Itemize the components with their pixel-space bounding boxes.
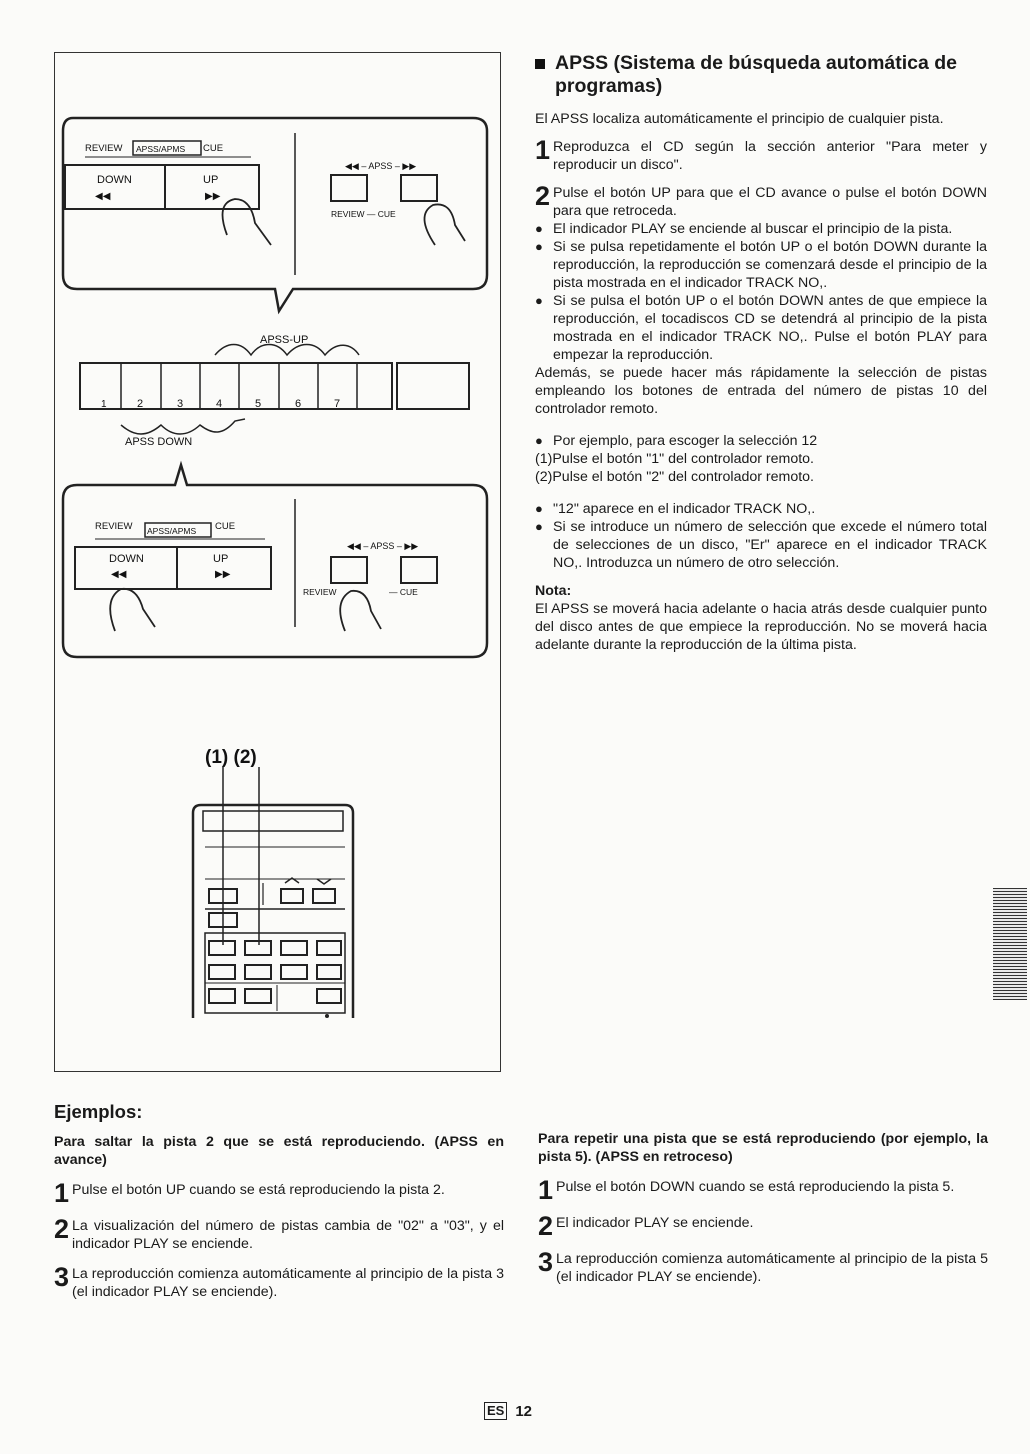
section-title [535,52,987,98]
top-down-label: DOWN [97,174,132,186]
bottom-left-finger [110,589,155,631]
bottom-cue-label-short: — CUE [389,587,418,597]
svg-text:▶▶: ▶▶ [215,569,231,580]
nota-heading: Nota: [535,583,572,599]
bottom-review-label-short: REVIEW [303,587,337,597]
language-badge: ES [484,1402,507,1420]
intro-text: El APSS localiza automáticamente el principio de cualquier pista. [535,111,944,127]
bullet-dot-icon: ● [535,501,543,516]
bottom-down-label: DOWN [109,553,144,565]
svg-text:◀◀: ◀◀ [95,191,111,202]
bottom-up-label: UP [213,553,229,565]
top-right-finger [424,204,465,245]
ejemplo-step-2: 2 La visualización del número de pistas cambia de "02" a "03", y el indicador PLAY se enciende. [54,1214,504,1252]
bullet-item: ● El indicador PLAY se enciende al buscar el principio de la pista. [535,221,953,237]
step-number: 1 [535,135,551,165]
page-number: 12 [515,1402,533,1420]
paso-2-text: (2)Pulse el botón "2" del controlador remoto. [535,469,814,485]
ejemplo-retroceso [538,1130,988,1286]
paso-1-text: (1)Pulse el botón "1" del controlador remoto. [535,451,814,467]
step-text: Pulse el botón UP para que el CD avance o pulse el botón DOWN para que retroceda. [553,185,987,219]
track-6: 6 [295,398,302,410]
section-title-text: APSS (Sistema de búsqueda automática de programas) [555,52,958,97]
bullet-dot-icon: ● [535,221,543,236]
apss-step-2 [535,181,987,220]
ademas-text: Además, se puede hacer más rápidamente la selección de pistas empleando los botones de entrada del número de pistas 10 del controlador remoto. [535,365,987,417]
step-text: Reproduzca el CD según la sección anterior "Para meter y reproducir un disco". [553,139,987,173]
top-review-label: REVIEW [85,143,123,154]
bottom-right-finger [340,591,381,631]
step-number: 2 [538,1211,554,1241]
ejemplo-avance [54,1133,504,1301]
step-number: 1 [538,1175,554,1205]
bottom-apss-apms-label: APSS/APMS [147,526,197,536]
step-number: 2 [54,1214,70,1244]
bullet-dot-icon: ● [535,293,543,308]
apss-illustration [55,53,502,1073]
top-up-label: UP [203,174,219,186]
bottom-cue-button [401,557,437,583]
bottom-callout-panel [63,465,487,657]
svg-text:▶▶: ▶▶ [205,191,221,202]
apss-step-1 [535,135,987,174]
track-4: 4 [216,398,223,410]
track-5: 5 [255,398,262,410]
bullet-dot-icon: ● [535,433,543,448]
track-7: 7 [334,398,341,410]
bullet-dot-icon: ● [535,519,543,534]
nota-text: El APSS se moverá hacia adelante o hacia atrás desde cualquier punto del disco antes de que empiece la reproducción. No se moverá hacia adelante durante la reproducción de la última pista. [535,601,987,653]
top-apss-apms-label: APSS/APMS [136,144,186,154]
apss-down-label: APSS DOWN [125,436,193,448]
top-review-button [331,175,367,201]
bullet-square-icon [535,59,545,69]
ejemplo-retroceso-heading: Para repetir una pista que se está reproduciendo (por ejemplo, la pista 5). (APSS en retroceso) [538,1131,988,1165]
bullet-item: ● "12" aparece en el indicador TRACK NO,. [535,501,816,517]
step-number: 1 [54,1178,70,1208]
ejemplo-avance-heading: Para saltar la pista 2 que se está reproduciendo. (APSS en avance) [54,1134,504,1168]
track-2: 2 [137,398,144,410]
track-1: 1 [101,399,107,410]
apss-up-label: APSS-UP [260,334,309,346]
top-left-finger [223,199,272,245]
ejemplo-step-1: 1 Pulse el botón UP cuando se está reproduciendo la pista 2. [54,1178,445,1208]
thumb-tab-decoration [993,888,1027,1000]
apss-section [535,52,987,654]
top-review-cue-label: REVIEW — CUE [331,209,396,219]
bullet-item: ● Si se introduce un número de selección que excede el número total de selecciones de un disco, "Er" aparece en el indicador TRACK NO,. Introduzca un número de otro selección. [535,519,987,571]
track-3: 3 [177,398,184,410]
illustration-frame [54,52,501,1072]
ejemplo-step-3: 3 La reproducción comienza automáticamente al principio de la pista 5 (el indicador PLAY se enciende). [538,1247,988,1285]
bottom-review-button [331,557,367,583]
bottom-review-label: REVIEW [95,521,133,532]
bottom-cue-label: CUE [215,521,236,532]
step-number: 3 [54,1262,70,1292]
top-apss-label: ◀◀ – APSS – ▶▶ [345,161,417,171]
ejemplo-step-3: 3 La reproducción comienza automáticamente al principio de la pista 3 (el indicador PLAY se enciende). [54,1262,504,1300]
track-bar [80,334,469,448]
top-down-button [65,165,165,209]
top-cue-button [401,175,437,201]
remote-label: (1) (2) [205,747,257,768]
ejemplo-bullet: ● Por ejemplo, para escoger la selección 12 [535,433,818,449]
step-number: 3 [538,1247,554,1277]
bullet-item: ● Si se pulsa repetidamente el botón UP o el botón DOWN durante la reproducción, la reproducción se comenzará desde el principio de la pista mostrada en el indicador TRACK NO,. [535,239,987,291]
bottom-apss-label: ◀◀ – APSS – ▶▶ [347,541,419,551]
page-footer [484,1402,532,1420]
remote-control [193,747,353,1018]
top-callout-panel [63,118,487,311]
ejemplos-heading: Ejemplos: [54,1101,143,1122]
step-number: 2 [535,181,551,211]
bullet-dot-icon: ● [535,239,543,254]
svg-text:◀◀: ◀◀ [111,569,127,580]
ejemplo-step-1: 1 Pulse el botón DOWN cuando se está reproduciendo la pista 5. [538,1175,955,1205]
ejemplo-step-2: 2 El indicador PLAY se enciende. [538,1211,754,1241]
bullet-item: ● Si se pulsa el botón UP o el botón DOWN antes de que empiece la reproducción, el tocadiscos CD se detendrá al principio de la pista mostrada en el indicador TRACK NO,. Pulse el botón PLAY para empezar la reproducción. [535,293,987,363]
top-cue-label: CUE [203,143,224,154]
